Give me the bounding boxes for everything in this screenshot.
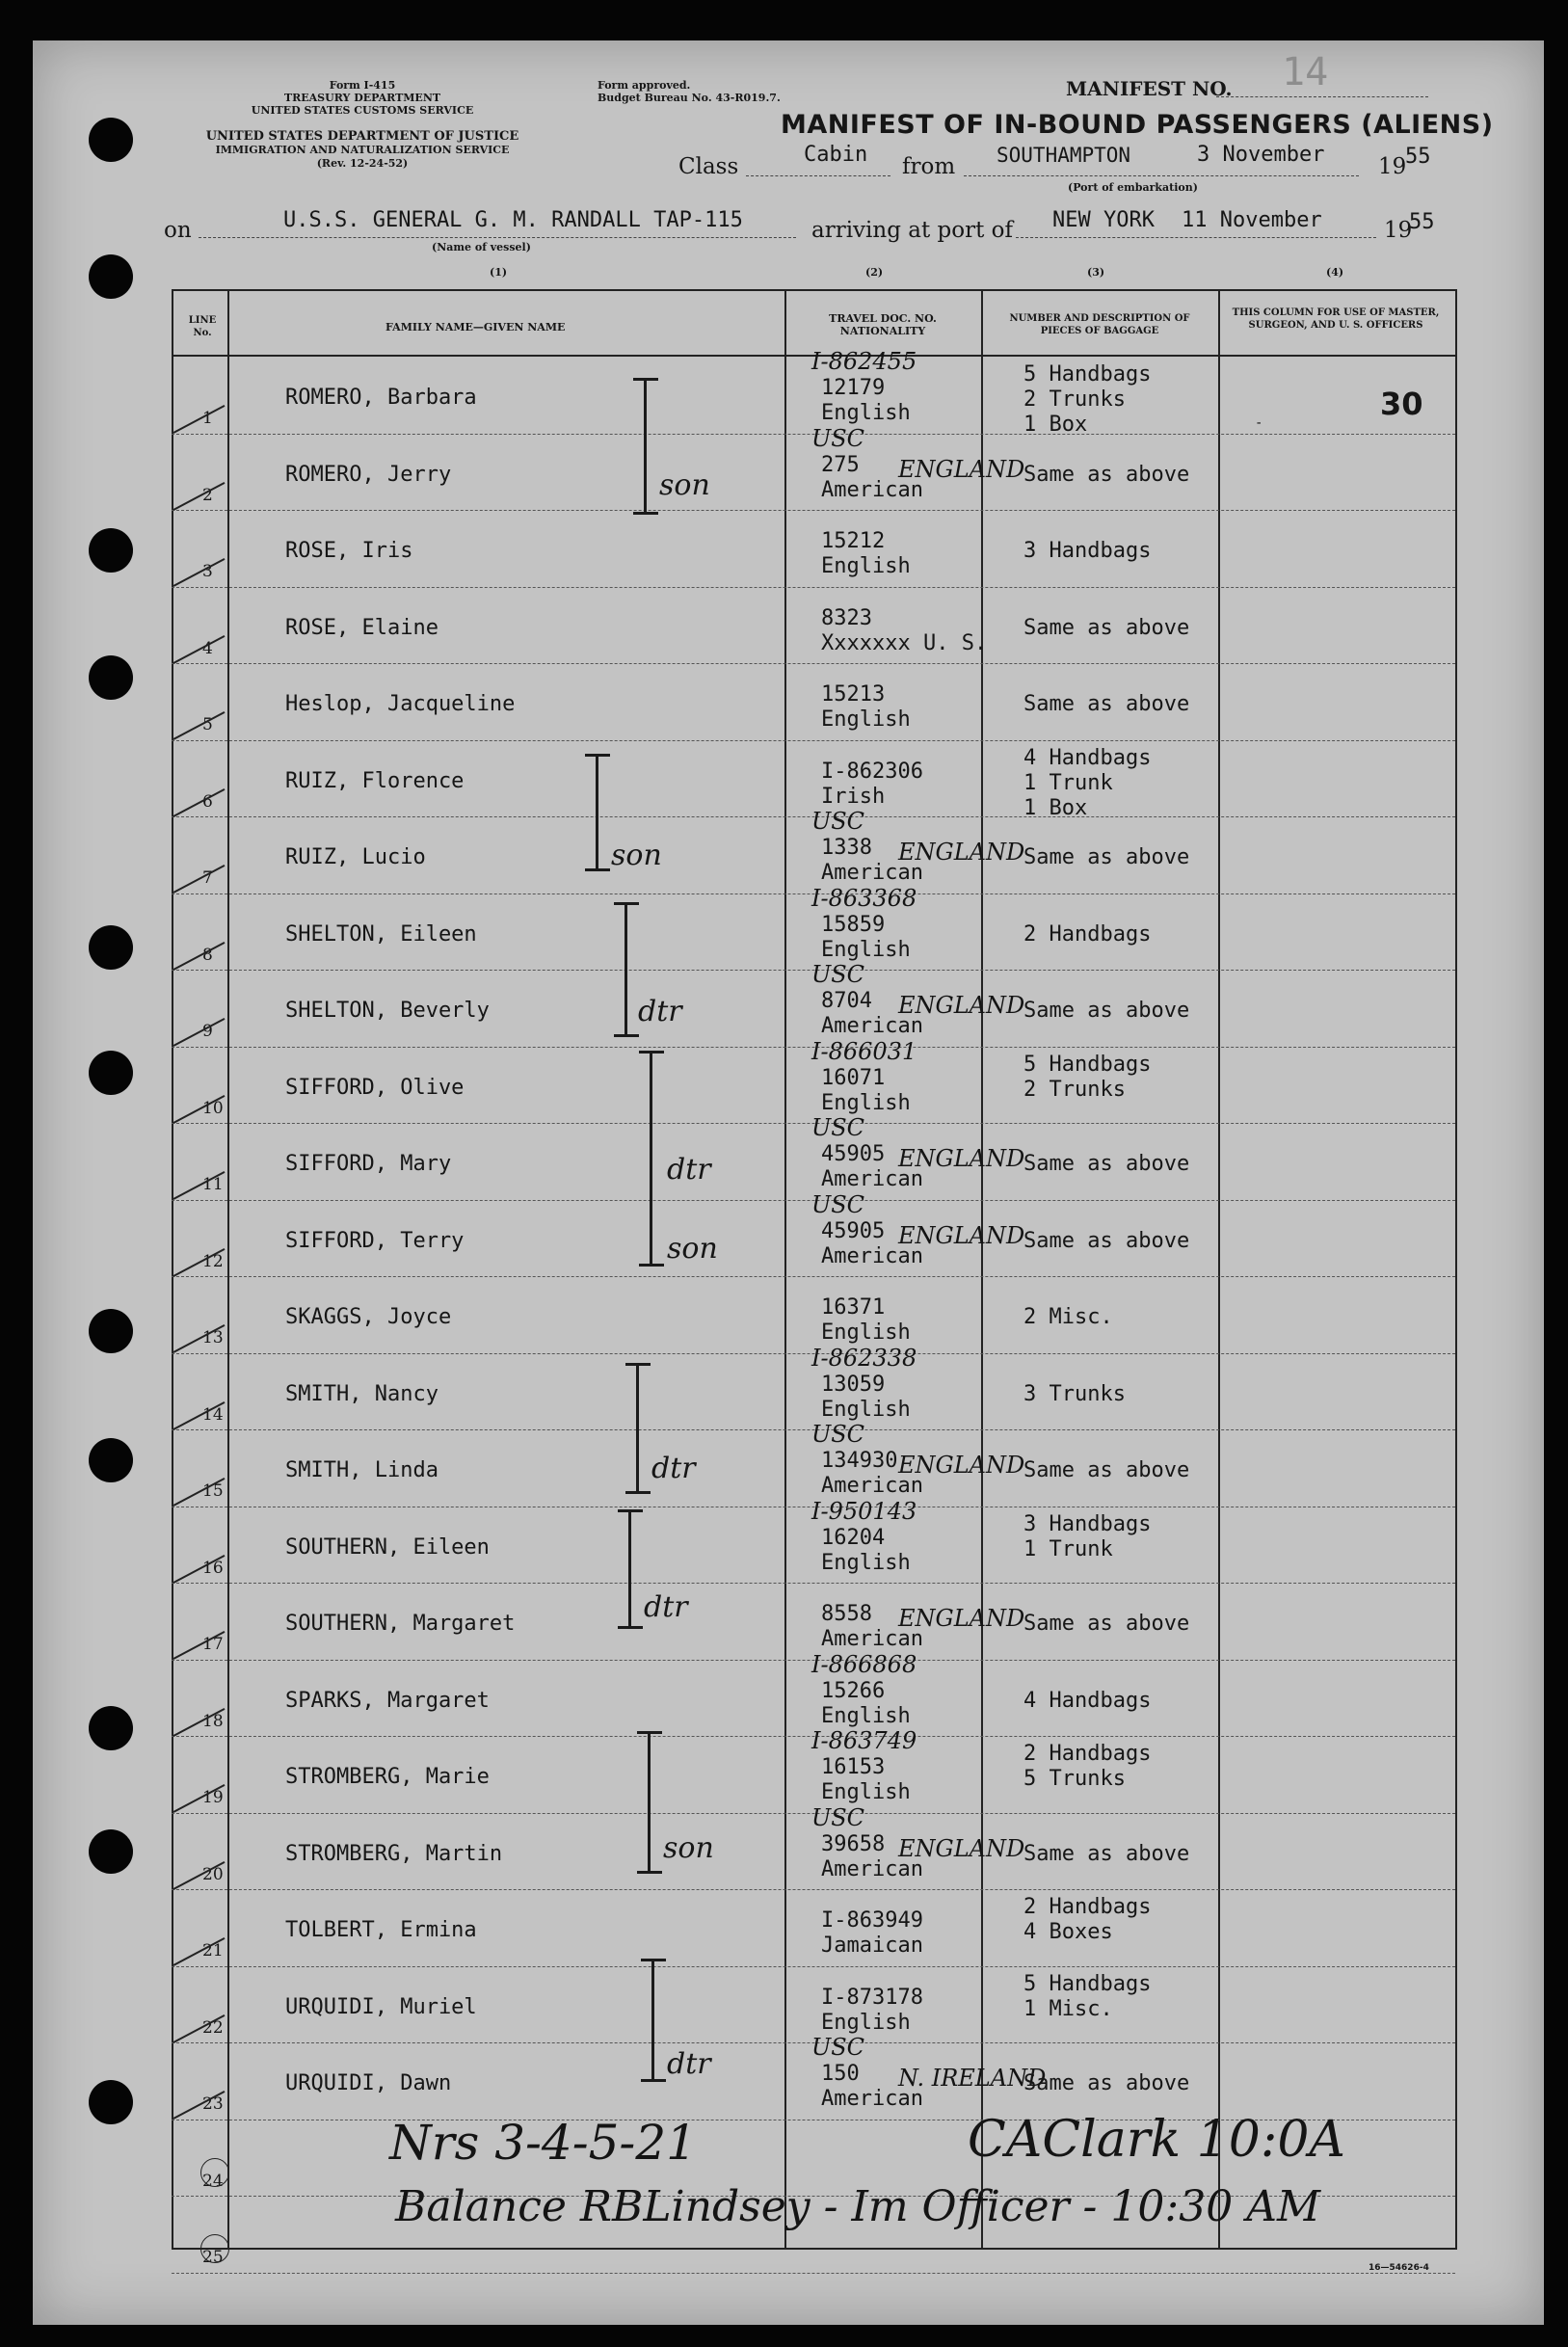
handwritten-nationality: ENGLAND xyxy=(898,456,1025,483)
form-number: Form I-415 xyxy=(329,79,396,92)
line-number: 2 xyxy=(202,486,213,505)
passenger-name: SMITH, Nancy xyxy=(285,1382,439,1406)
baggage-description: 4 Boxes xyxy=(1023,1920,1113,1944)
relation-note: son xyxy=(659,468,710,502)
baggage-description: Same as above xyxy=(1023,2071,1190,2095)
baggage-description: 2 Handbags xyxy=(1023,1742,1152,1766)
arrival-year-prefix: 19 xyxy=(1384,218,1413,243)
baggage-description: Same as above xyxy=(1023,845,1190,869)
form-approved: Form approved. xyxy=(598,79,691,92)
handwritten-nationality: ENGLAND xyxy=(898,1222,1025,1249)
passenger-name: SIFFORD, Terry xyxy=(285,1229,465,1253)
baggage-description: 2 Handbags xyxy=(1023,922,1152,947)
passenger-name: SMITH, Linda xyxy=(285,1458,439,1482)
passenger-name: URQUIDI, Dawn xyxy=(285,2071,452,2095)
passenger-name: SIFFORD, Mary xyxy=(285,1152,452,1176)
travel-doc-number: 39658 xyxy=(821,1832,886,1856)
handwritten-nationality: ENGLAND xyxy=(898,1452,1025,1479)
travel-doc-number: 45905 xyxy=(821,1219,886,1243)
baggage-description: 1 Box xyxy=(1023,796,1088,820)
line-number: 21 xyxy=(202,1941,224,1960)
handwritten-nationality: N. IRELAND xyxy=(898,2065,1047,2092)
line-number: 7 xyxy=(202,868,213,888)
nationality: American xyxy=(821,1014,923,1038)
baggage-description: Same as above xyxy=(1023,616,1190,640)
relation-note: dtr xyxy=(667,2047,711,2081)
port-embark-caption: (Port of embarkation) xyxy=(1068,181,1198,194)
handwritten-doc-number: I-950143 xyxy=(811,1498,917,1525)
line-number: 3 xyxy=(202,562,213,581)
handwritten-nationality: ENGLAND xyxy=(898,1145,1025,1172)
nationality: English xyxy=(821,938,911,962)
nationality: English xyxy=(821,707,911,732)
vessel-caption: (Name of vessel) xyxy=(432,241,531,253)
passenger-name: SHELTON, Beverly xyxy=(285,999,490,1023)
handwritten-doc-number: USC xyxy=(811,1804,865,1831)
travel-doc-number: 16153 xyxy=(821,1755,886,1779)
baggage-description: 5 Handbags xyxy=(1023,1053,1152,1077)
nationality: English xyxy=(821,1704,911,1728)
travel-doc-number: 275 xyxy=(821,453,860,477)
column-2-number: (2) xyxy=(865,266,884,279)
budget-bureau: Budget Bureau No. 43-R019.7. xyxy=(598,92,781,104)
year-suffix: 55 xyxy=(1405,145,1431,169)
from-label: from xyxy=(902,154,956,179)
header-officers: THIS COLUMN FOR USE OF MASTER, SURGEON, AND U. S. OFFICERS xyxy=(1232,307,1440,331)
dept-justice: UNITED STATES DEPARTMENT OF JUSTICE xyxy=(205,129,519,144)
baggage-description: 4 Handbags xyxy=(1023,746,1152,770)
nationality: English xyxy=(821,1551,911,1575)
header-name: FAMILY NAME—GIVEN NAME xyxy=(385,321,566,333)
line-number: 12 xyxy=(202,1252,224,1271)
passenger-name: STROMBERG, Marie xyxy=(285,1765,490,1789)
line-number: 24 xyxy=(202,2172,224,2191)
line-number: 10 xyxy=(202,1099,224,1118)
line-number: 1 xyxy=(202,409,213,428)
baggage-description: 5 Handbags xyxy=(1023,362,1152,387)
nationality: American xyxy=(821,1627,923,1651)
baggage-description: Same as above xyxy=(1023,1229,1190,1253)
baggage-description: Same as above xyxy=(1023,1458,1190,1482)
dept-treasury: TREASURY DEPARTMENT xyxy=(283,92,441,104)
baggage-description: Same as above xyxy=(1023,692,1190,716)
officer-mark: - xyxy=(1255,415,1263,431)
nationality: American xyxy=(821,1474,923,1498)
header-line-no: LINE No. xyxy=(188,315,217,338)
baggage-description: 2 Trunks xyxy=(1023,1078,1126,1102)
travel-doc-number: 15859 xyxy=(821,913,886,937)
travel-doc-number: 15212 xyxy=(821,529,886,553)
class-label: Class xyxy=(678,154,739,179)
nationality: American xyxy=(821,1167,923,1191)
line-number: 6 xyxy=(202,792,213,812)
header-travel-doc: TRAVEL DOC. NO. NATIONALITY xyxy=(829,312,937,337)
travel-doc-number: 1338 xyxy=(821,836,872,860)
travel-doc-number: 16204 xyxy=(821,1526,886,1550)
line-number: 11 xyxy=(202,1175,224,1194)
binder-hole xyxy=(89,1309,133,1353)
handwritten-doc-number: I-862338 xyxy=(811,1345,917,1372)
handwritten-doc-number: I-866031 xyxy=(811,1038,917,1065)
handwritten-balance-note: Balance RBLindsey - Im Officer - 10:30 AM xyxy=(395,2182,1321,2231)
line-number: 13 xyxy=(202,1328,224,1347)
travel-doc-number: I-862306 xyxy=(821,760,923,784)
port-of-embarkation: SOUTHAMPTON xyxy=(997,144,1131,167)
passenger-name: ROSE, Elaine xyxy=(285,616,439,640)
line-number: 5 xyxy=(202,715,213,734)
handwritten-nationality: ENGLAND xyxy=(898,1605,1025,1632)
binder-hole xyxy=(89,1829,133,1874)
travel-doc-number: 8558 xyxy=(821,1602,872,1626)
manifest-number: 14 xyxy=(1282,50,1329,94)
baggage-description: Same as above xyxy=(1023,463,1190,487)
baggage-description: 5 Handbags xyxy=(1023,1972,1152,1996)
line-number: 9 xyxy=(202,1022,213,1041)
footer-code: 16—54626-4 xyxy=(1369,2263,1429,2273)
nationality: English xyxy=(821,401,911,425)
line-number: 15 xyxy=(202,1481,224,1501)
relation-note: son xyxy=(611,839,662,872)
binder-hole xyxy=(89,2080,133,2124)
embarkation-date: 3 November xyxy=(1197,143,1325,167)
line-number: 18 xyxy=(202,1712,224,1731)
travel-doc-number: 8704 xyxy=(821,989,872,1013)
passenger-name: SKAGGS, Joyce xyxy=(285,1305,452,1329)
passenger-name: RUIZ, Florence xyxy=(285,769,465,793)
travel-doc-number: 12179 xyxy=(821,376,886,400)
binder-hole xyxy=(89,528,133,573)
dept-customs: UNITED STATES CUSTOMS SERVICE xyxy=(251,104,474,117)
nationality: Irish xyxy=(821,785,886,809)
row-divider xyxy=(172,1276,1455,1277)
baggage-description: 3 Handbags xyxy=(1023,1512,1152,1536)
nationality: American xyxy=(821,478,923,502)
baggage-description: 1 Box xyxy=(1023,413,1088,437)
handwritten-nationality: ENGLAND xyxy=(898,992,1025,1019)
relation-note: son xyxy=(667,1232,718,1266)
passenger-name: SHELTON, Eileen xyxy=(285,922,477,947)
handwritten-nationality: ENGLAND xyxy=(898,839,1025,866)
passenger-count-note: 30 xyxy=(1380,386,1423,422)
handwritten-doc-number: USC xyxy=(811,425,865,452)
baggage-description: 5 Trunks xyxy=(1023,1767,1126,1791)
row-divider xyxy=(172,663,1455,664)
nationality: American xyxy=(821,2087,923,2111)
row-divider xyxy=(172,1889,1455,1890)
handwritten-doc-number: USC xyxy=(811,2034,865,2061)
baggage-description: 2 Handbags xyxy=(1023,1895,1152,1919)
binder-hole xyxy=(89,118,133,162)
relation-note: dtr xyxy=(667,1153,711,1187)
line-number: 23 xyxy=(202,2094,224,2114)
handwritten-doc-number: I-866868 xyxy=(811,1651,917,1678)
arriving-label: arriving at port of xyxy=(811,218,1013,243)
on-label: on xyxy=(164,218,192,243)
nationality: Jamaican xyxy=(821,1934,923,1958)
handwritten-clark-signature: CAClark 10:0A xyxy=(968,2111,1345,2169)
line-circle xyxy=(200,2234,229,2263)
row-divider xyxy=(172,1583,1455,1584)
nationality: English xyxy=(821,2011,911,2035)
travel-doc-number: 16071 xyxy=(821,1066,886,1090)
travel-doc-number: I-863949 xyxy=(821,1908,923,1933)
binder-hole xyxy=(89,1051,133,1095)
relation-note: dtr xyxy=(651,1452,696,1485)
travel-doc-number: 13059 xyxy=(821,1373,886,1397)
manifest-title: MANIFEST OF IN-BOUND PASSENGERS (ALIENS) xyxy=(781,110,1494,140)
passenger-name: ROMERO, Jerry xyxy=(285,463,452,487)
line-number: 16 xyxy=(202,1559,224,1578)
baggage-description: Same as above xyxy=(1023,1612,1190,1636)
relation-note: dtr xyxy=(638,995,682,1028)
line-circle xyxy=(200,2158,229,2187)
baggage-description: 2 Misc. xyxy=(1023,1305,1113,1329)
handwritten-doc-number: USC xyxy=(811,808,865,835)
travel-doc-number: 15266 xyxy=(821,1679,886,1703)
baggage-description: 1 Misc. xyxy=(1023,1997,1113,2021)
baggage-description: 3 Handbags xyxy=(1023,539,1152,563)
baggage-description: 2 Trunks xyxy=(1023,387,1126,412)
travel-doc-number: 134930 xyxy=(821,1449,898,1473)
travel-doc-number: 150 xyxy=(821,2062,860,2086)
passenger-name: SOUTHERN, Margaret xyxy=(285,1612,516,1636)
travel-doc-number: 16371 xyxy=(821,1295,886,1320)
passenger-name: RUIZ, Lucio xyxy=(285,845,426,869)
year-prefix: 19 xyxy=(1378,154,1407,179)
travel-doc-number: I-873178 xyxy=(821,1986,923,2010)
handwritten-line-numbers: Nrs 3-4-5-21 xyxy=(389,2115,697,2171)
handwritten-doc-number: I-863368 xyxy=(811,885,917,912)
arrival-port: NEW YORK xyxy=(1052,208,1155,232)
line-number: 17 xyxy=(202,1635,224,1654)
baggage-description: Same as above xyxy=(1023,1842,1190,1866)
passenger-name: STROMBERG, Martin xyxy=(285,1842,503,1866)
passenger-name: ROSE, Iris xyxy=(285,539,413,563)
column-1-number: (1) xyxy=(490,266,508,279)
travel-doc-number: 15213 xyxy=(821,682,886,707)
nationality: Xxxxxxx U. S. xyxy=(821,631,988,655)
dept-immigration: IMMIGRATION AND NATURALIZATION SERVICE xyxy=(215,144,510,156)
row-divider xyxy=(172,2273,1455,2274)
binder-hole xyxy=(89,925,133,970)
line-number: 19 xyxy=(202,1788,224,1807)
line-number: 22 xyxy=(202,2018,224,2038)
row-divider xyxy=(172,1966,1455,1967)
nationality: American xyxy=(821,1244,923,1268)
passenger-name: URQUIDI, Muriel xyxy=(285,1995,477,2019)
arrival-date: 11 November xyxy=(1182,208,1322,232)
line-number: 20 xyxy=(202,1865,224,1884)
arrival-year-suffix: 55 xyxy=(1409,210,1435,234)
header-baggage: NUMBER AND DESCRIPTION OF PIECES OF BAGGAGE xyxy=(1009,313,1190,336)
passenger-name: ROMERO, Barbara xyxy=(285,386,477,410)
baggage-description: 1 Trunk xyxy=(1023,771,1113,795)
relation-note: son xyxy=(663,1831,714,1865)
line-number: 8 xyxy=(202,946,213,965)
passenger-name: Heslop, Jacqueline xyxy=(285,692,516,716)
baggage-description: 4 Handbags xyxy=(1023,1689,1152,1713)
nationality: English xyxy=(821,1398,911,1422)
baggage-description: Same as above xyxy=(1023,999,1190,1023)
relation-note: dtr xyxy=(644,1590,688,1624)
travel-doc-number: 45905 xyxy=(821,1142,886,1166)
passenger-name: SIFFORD, Olive xyxy=(285,1076,465,1100)
handwritten-nationality: ENGLAND xyxy=(898,1835,1025,1862)
handwritten-doc-number: USC xyxy=(811,1421,865,1448)
nationality: English xyxy=(821,1091,911,1115)
passenger-name: SOUTHERN, Eileen xyxy=(285,1535,490,1560)
handwritten-doc-number: USC xyxy=(811,1114,865,1141)
row-divider xyxy=(172,740,1455,741)
column-4-number: (4) xyxy=(1326,266,1344,279)
baggage-description: Same as above xyxy=(1023,1152,1190,1176)
line-number: 14 xyxy=(202,1405,224,1425)
vessel-name: U.S.S. GENERAL G. M. RANDALL TAP-115 xyxy=(283,208,743,232)
line-number: 4 xyxy=(202,639,213,658)
nationality: English xyxy=(821,554,911,578)
manifest-table xyxy=(172,289,1457,2250)
row-divider xyxy=(172,510,1455,511)
baggage-description: 3 Trunks xyxy=(1023,1382,1126,1406)
nationality: English xyxy=(821,1320,911,1345)
column-3-number: (3) xyxy=(1087,266,1105,279)
nationality: American xyxy=(821,1857,923,1881)
nationality: American xyxy=(821,861,923,885)
nationality: English xyxy=(821,1780,911,1804)
travel-doc-number: 8323 xyxy=(821,606,872,630)
handwritten-doc-number: I-863749 xyxy=(811,1727,917,1754)
class-value: Cabin xyxy=(804,143,868,167)
baggage-description: 1 Trunk xyxy=(1023,1537,1113,1561)
line-number: 25 xyxy=(202,2248,224,2267)
binder-hole xyxy=(89,1706,133,1750)
handwritten-doc-number: I-862455 xyxy=(811,348,917,375)
binder-hole xyxy=(89,254,133,299)
passenger-name: SPARKS, Margaret xyxy=(285,1689,490,1713)
passenger-name: TOLBERT, Ermina xyxy=(285,1918,477,1942)
row-divider xyxy=(172,587,1455,588)
handwritten-doc-number: USC xyxy=(811,1191,865,1218)
handwritten-doc-number: USC xyxy=(811,961,865,988)
manifest-label: MANIFEST NO. xyxy=(1066,77,1233,100)
binder-hole xyxy=(89,1438,133,1482)
binder-hole xyxy=(89,655,133,700)
form-revision: (Rev. 12-24-52) xyxy=(316,157,409,170)
